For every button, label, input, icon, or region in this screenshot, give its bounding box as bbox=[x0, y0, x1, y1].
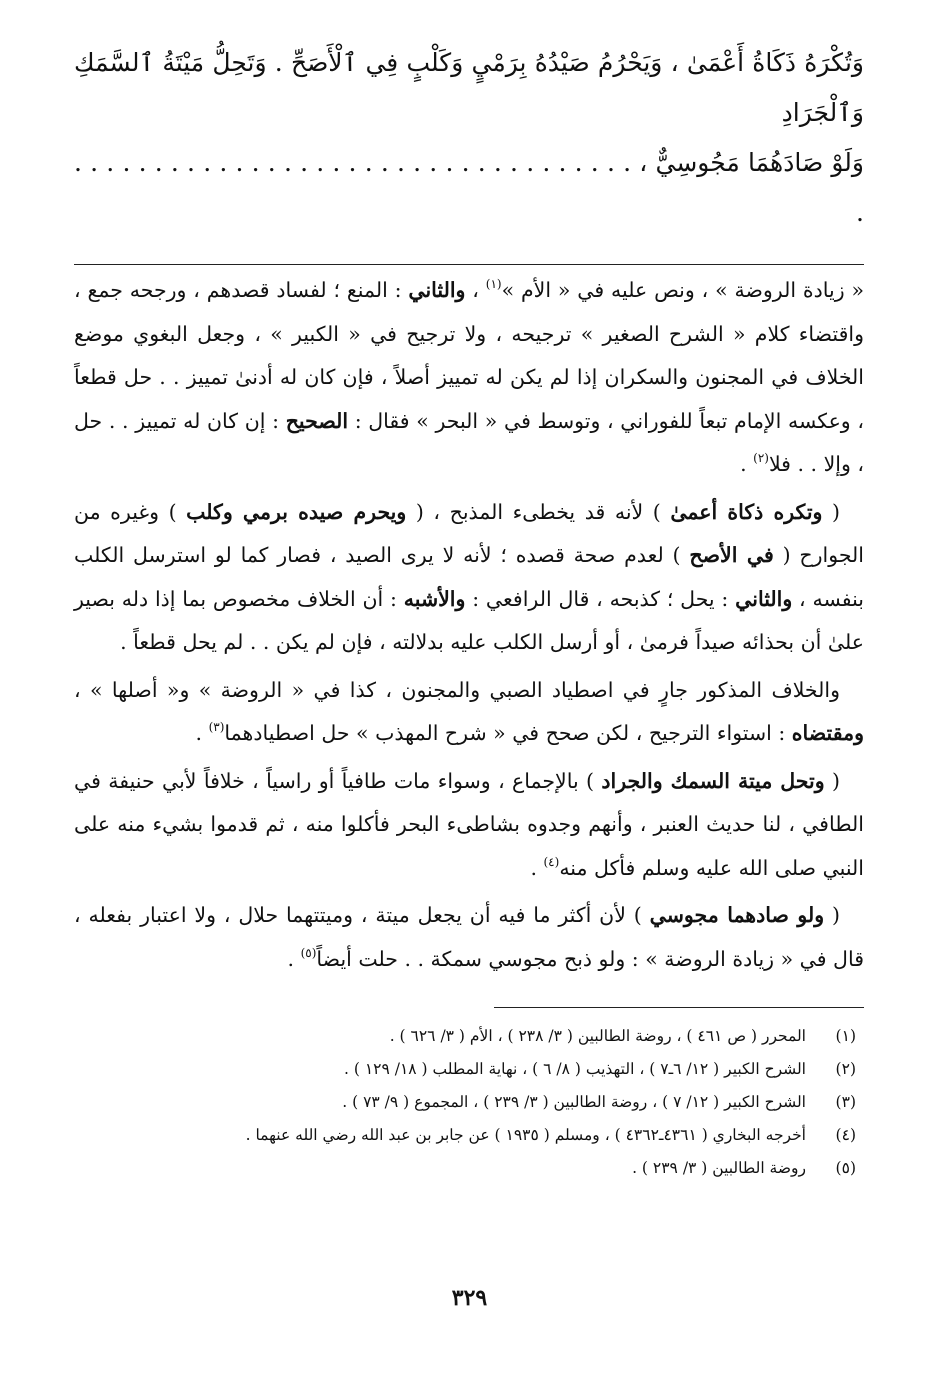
footnote-number: (٢) bbox=[835, 1060, 856, 1078]
footnote-separator bbox=[494, 1007, 864, 1008]
footnote-text: الشرح الكبير ( ١٢/ ٧ ) ، روضة الطالبين ( ٣/ ٢٣٩ ) ، المجموع ( ٩/ ٧٣ ) . bbox=[342, 1093, 806, 1111]
footnote-number: (٤) bbox=[835, 1126, 856, 1144]
footnote-number: (١) bbox=[835, 1027, 856, 1045]
footnote-item bbox=[74, 1119, 864, 1152]
matn-line-1: وَتُكْرَهُ ذَكَاةُ أَعْمَىٰ ، وَيَحْرُمُ صَيْدُهُ بِرَمْيٍ وَكَلْبٍ فِي ٱلْأَصَحِّ . وَتَحِلُّ مَيْتَةُ ٱلسَّمَكِ وَٱلْجَرَادِ bbox=[74, 48, 864, 127]
book-page bbox=[74, 38, 864, 1185]
page-number: ٣٢٩ bbox=[451, 1285, 488, 1311]
paragraph-2: ( وتكره ذكاة أعمىٰ ) لأنه قد يخطىء المذبح ، ( ويحرم صيده برمي وكلب ) وغيره من الجوارح ( في الأصح ) لعدم صحة قصده ؛ لأنه لا يرى الصيد ، فصار كما لو استرسل الكلب بنفسه ، والثاني : يحل ؛ كذبحه ، قال الرافعي : والأشبه : أن الخلاف مخصوص بما إذا دله بصير علىٰ أن بحذائه صيداً فرمىٰ ، أو أرسل الكلب عليه بدلالته ، فإن لم يكن . . لم يحل قطعاً . bbox=[74, 499, 865, 654]
footnotes bbox=[74, 1020, 864, 1185]
matn-text bbox=[74, 38, 864, 238]
paragraph-1: « زيادة الروضة » ، ونص عليه في « الأم »$^{(١)}$ ، والثاني : المنع ؛ لفساد قصدهم ، ورجحه جمع ، واقتضاء كلام « الشرح الصغير » ترجيحه ، ولا ترجيح في « الكبير » ، وجعل البغوي موضع الخلاف في المجنون والسكران إذا لم يكن له تمييز أصلاً ، فإن كان له أدنىٰ تمييز . . حل قطعاً ، وعكسه الإمام تبعاً للفوراني ، وتوسط في « البحر » فقال : الصحيح : إن كان له تمييز . . حل ، وإلا . . فلا$^{(٢)}$ . bbox=[74, 277, 864, 476]
footnote-item bbox=[74, 1086, 864, 1119]
paragraph-4: ( وتحل ميتة السمك والجراد ) بالإجماع ، وسواء مات طافياً أو راسياً ، خلافاً لأبي حنيفة في الطافي ، لنا حديث العنبر ، وأنهم وجدوه بشاطىء البحر فأكلوا منه ، ثم قدموا بشيء منه على النبي صلى الله عليه وسلم فأكل منه$^{(٤)}$ . bbox=[74, 768, 864, 880]
footnote-ref-4[interactable]: (٤) bbox=[543, 854, 560, 869]
footnote-number: (٥) bbox=[835, 1159, 856, 1177]
footnote-item bbox=[74, 1152, 864, 1185]
paragraph-3: والخلاف المذكور جارٍ في اصطياد الصبي والمجنون ، كذا في « الروضة » و« أصلها » ، ومقتضاه : استواء الترجيح ، لكن صحح في « شرح المهذب » حل اصطيادهما$^{(٣)}$ . bbox=[74, 677, 864, 745]
footnote-ref-2[interactable]: (٢) bbox=[753, 451, 769, 465]
matn-line-2: وَلَوْ صَادَهُمَا مَجُوسِيٌّ ، . . . . . . . . . . . . . . . . . . . . . . . . . . . . . . . . . . . . bbox=[74, 148, 864, 227]
paragraph-5: ( ولو صادهما مجوسي ) لأن أكثر ما فيه أن يجعل ميتة ، وميتتهما حلال ، ولا اعتبار بفعله ، قال في « زيادة الروضة » : ولو ذبح مجوسي سمكة . . حلت أيضاً$^{(٥)}$ . bbox=[74, 903, 864, 971]
sharh-text bbox=[74, 269, 864, 981]
footnote-text: أخرجه البخاري ( ٤٣٦١ـ٤٣٦٢ ) ، ومسلم ( ١٩٣٥ ) عن جابر بن عبد الله رضي الله عنهما . bbox=[245, 1126, 806, 1144]
footnote-item bbox=[74, 1020, 864, 1053]
footnote-item bbox=[74, 1053, 864, 1086]
footnote-ref-5[interactable]: (٥) bbox=[300, 945, 317, 960]
footnote-number: (٣) bbox=[835, 1093, 856, 1111]
footnote-text: روضة الطالبين ( ٣/ ٢٣٩ ) . bbox=[632, 1159, 806, 1177]
footnote-ref-1[interactable]: (١) bbox=[485, 277, 502, 291]
matn-separator bbox=[74, 264, 864, 265]
footnote-text: المحرر ( ص ٤٦١ ) ، روضة الطالبين ( ٣/ ٢٣٨ ) ، الأم ( ٣/ ٦٢٦ ) . bbox=[389, 1027, 806, 1045]
footnote-text: الشرح الكبير ( ١٢/ ٦ـ٧ ) ، التهذيب ( ٨/ ٦ ) ، نهاية المطلب ( ١٨/ ١٢٩ ) . bbox=[344, 1060, 806, 1078]
footnote-ref-3[interactable]: (٣) bbox=[208, 720, 225, 734]
